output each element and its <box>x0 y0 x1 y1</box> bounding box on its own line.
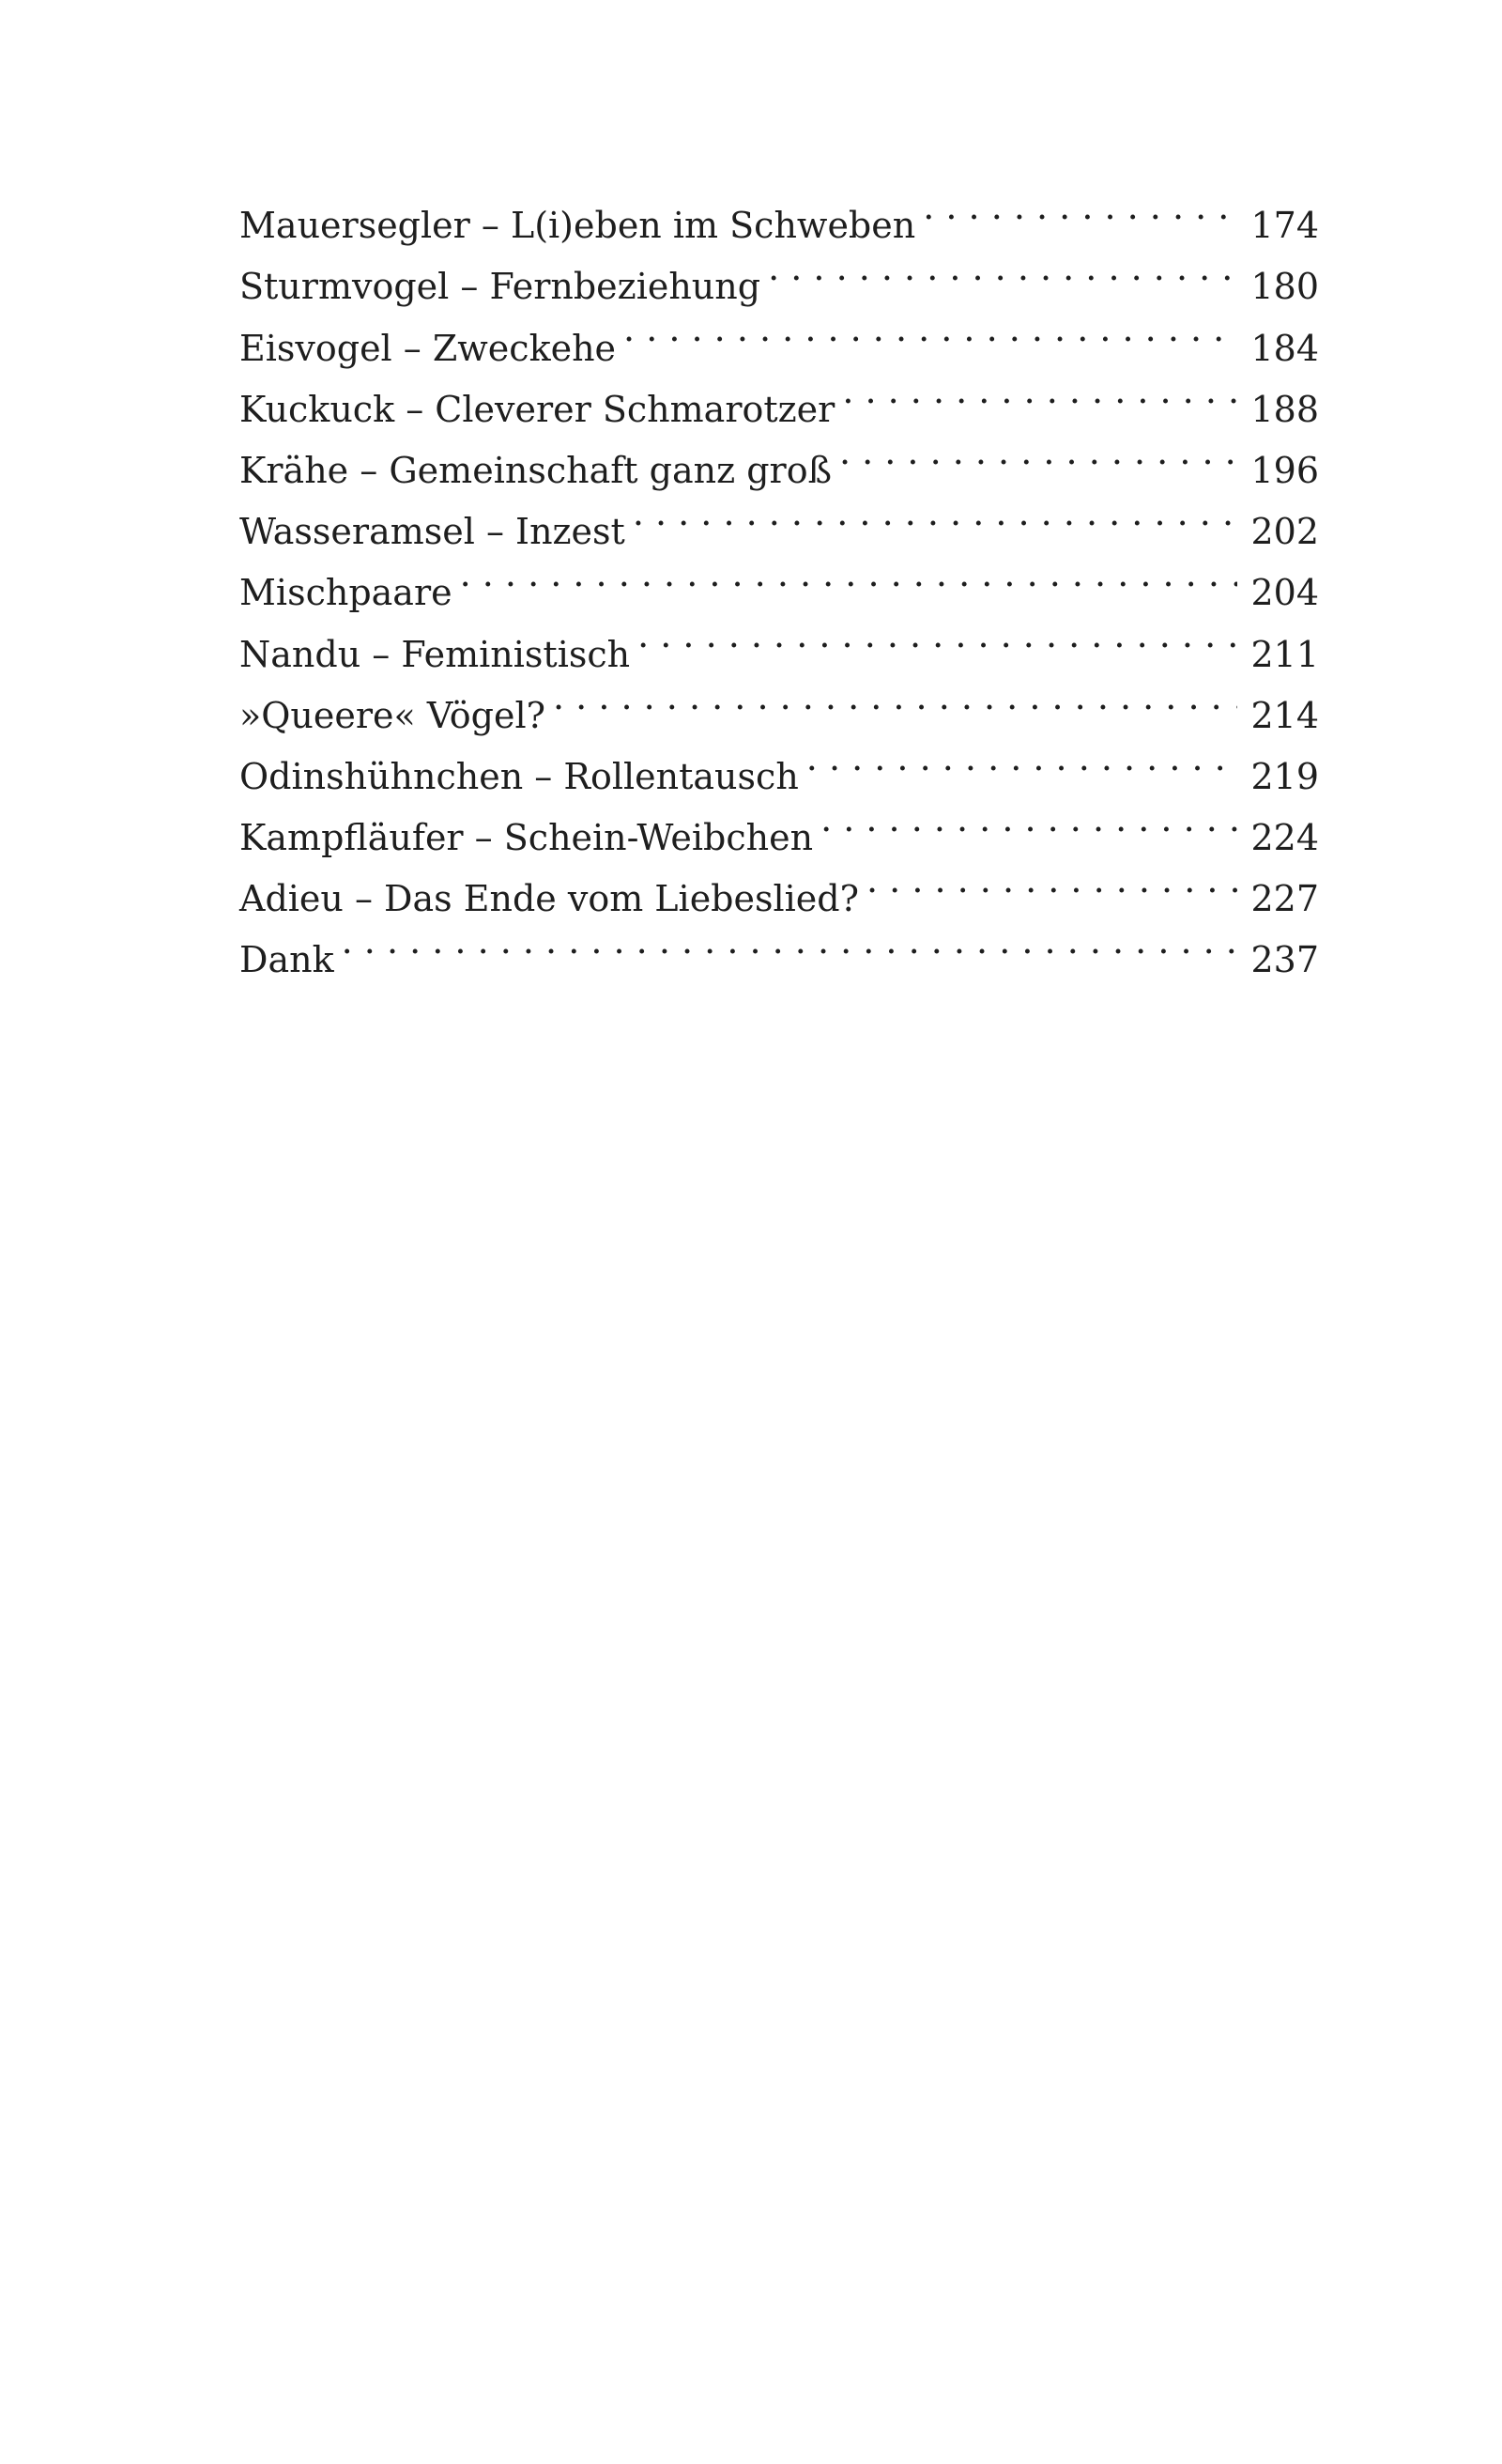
toc-entry-page: 184 <box>1250 327 1319 369</box>
toc-entry-title: »Queere« Vögel? <box>239 694 546 736</box>
toc-entry-title: Dank <box>239 939 334 981</box>
table-of-contents <box>239 177 1319 981</box>
toc-entry-page: 214 <box>1250 694 1319 736</box>
toc-dot-leader <box>637 605 1237 666</box>
toc-entry-page: 204 <box>1250 572 1319 614</box>
toc-entry-title: Eisvogel – Zweckehe <box>239 327 617 369</box>
toc-entry-page: 227 <box>1250 878 1319 920</box>
toc-entry-title: Mischpaare <box>239 572 452 614</box>
toc-dot-leader <box>768 238 1237 299</box>
toc-entry-title: Wasseramsel – Inzest <box>239 511 625 553</box>
toc-entry <box>239 177 1319 247</box>
toc-dot-leader <box>633 483 1238 544</box>
toc-entry-title: Nandu – Feministisch <box>239 633 631 675</box>
toc-entry-title: Adieu – Das Ende vom Liebeslied? <box>239 878 859 920</box>
toc-entry-title: Mauersegler – L(i)eben im Schweben <box>239 205 916 247</box>
toc-dot-leader <box>923 177 1237 238</box>
toc-entry-page: 211 <box>1250 633 1319 675</box>
toc-entry-page: 237 <box>1250 939 1319 981</box>
toc-entry-page: 202 <box>1250 511 1319 553</box>
toc-dot-leader <box>839 422 1238 483</box>
toc-entry-page: 180 <box>1250 266 1319 308</box>
toc-dot-leader <box>866 850 1237 911</box>
toc-entry-page: 188 <box>1250 388 1319 430</box>
toc-entry-title: Krähe – Gemeinschaft ganz groß <box>239 449 832 491</box>
toc-entry-page: 219 <box>1250 755 1319 797</box>
toc-dot-leader <box>553 667 1237 728</box>
toc-entry-title: Kampfläufer – Schein-Weibchen <box>239 817 814 859</box>
toc-entry-page: 174 <box>1250 205 1319 247</box>
toc-dot-leader <box>842 361 1237 422</box>
toc-dot-leader <box>342 911 1238 972</box>
toc-dot-leader <box>820 789 1237 850</box>
toc-entry-page: 196 <box>1250 449 1319 491</box>
toc-dot-leader <box>806 728 1238 789</box>
toc-dot-leader <box>623 299 1237 360</box>
toc-entry-page: 224 <box>1250 817 1319 859</box>
toc-entry-title: Kuckuck – Cleverer Schmarotzer <box>239 388 835 430</box>
toc-entry-title: Sturmvogel – Fernbeziehung <box>239 266 761 308</box>
toc-entry <box>239 911 1319 981</box>
toc-dot-leader <box>460 544 1238 605</box>
toc-entry-title: Odinshühnchen – Rollentausch <box>239 755 799 797</box>
